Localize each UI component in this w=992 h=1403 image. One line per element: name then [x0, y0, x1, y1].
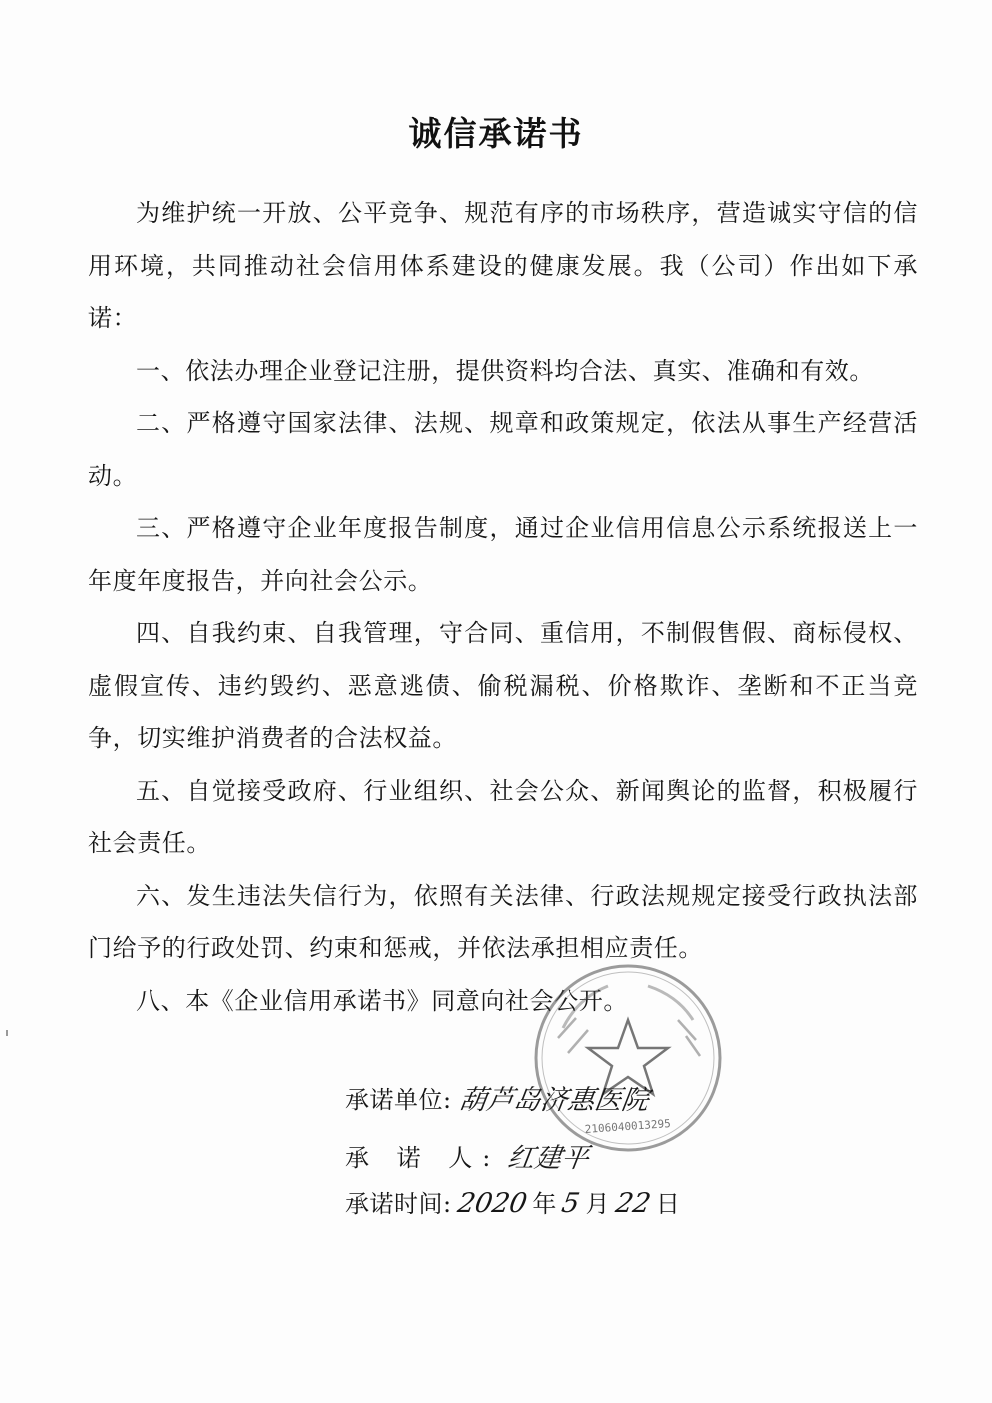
date-year: 2020 [454, 1188, 530, 1219]
commitment-item-3: 三、严格遵守企业年度报告制度，通过企业信用信息公示系统报送上一年度年度报告，并向社会公示。 [88, 514, 918, 595]
time-label: 承诺时间: [345, 1190, 452, 1218]
date-day-suffix: 日 [655, 1190, 680, 1218]
scan-margin-mark [6, 1030, 8, 1036]
document-body [88, 187, 918, 1027]
commitment-item-4: 四、自我约束、自我管理，守合同、重信用，不制假售假、商标侵权、虚假宣传、违约毁约、恶意逃债、偷税漏税、价格欺诈、垄断和不正当竞争，切实维护消费者的合法权益。 [88, 619, 918, 752]
intro-paragraph: 为维护统一开放、公平竞争、规范有序的市场秩序，营造诚实守信的信用环境，共同推动社会信用体系建设的健康发展。我（公司）作出如下承诺： [88, 199, 918, 332]
person-signature: 红建平 [505, 1142, 592, 1174]
document-title: 诚信承诺书 [408, 114, 584, 153]
unit-label: 承诺单位: [345, 1085, 452, 1114]
date-day: 22 [612, 1188, 653, 1219]
signature-block [345, 1068, 765, 1242]
date-year-suffix: 年 [532, 1190, 557, 1218]
unit-handwritten-name: 葫芦岛济惠医院 [456, 1084, 651, 1116]
seal-number: 2106040013295 [584, 1117, 672, 1136]
date-month-suffix: 月 [585, 1190, 610, 1218]
time-row [345, 1184, 765, 1242]
commitment-item-1: 一、依法办理企业登记注册，提供资料均合法、真实、准确和有效。 [136, 356, 874, 385]
person-row [345, 1126, 765, 1184]
date-month: 5 [559, 1188, 583, 1219]
commitment-item-6: 六、发生违法失信行为，依照有关法律、行政法规规定接受行政执法部门给予的行政处罚、约束和惩戒，并依法承担相应责任。 [88, 881, 918, 962]
person-label: 承 诺 人: [345, 1143, 501, 1172]
commitment-item-5: 五、自觉接受政府、行业组织、社会公众、新闻舆论的监督，积极履行社会责任。 [88, 776, 918, 857]
commitment-item-2: 二、严格遵守国家法律、法规、规章和政策规定，依法从事生产经营活动。 [88, 409, 918, 490]
unit-row [345, 1068, 765, 1126]
commitment-item-8: 八、本《企业信用承诺书》同意向社会公开。 [136, 986, 628, 1015]
